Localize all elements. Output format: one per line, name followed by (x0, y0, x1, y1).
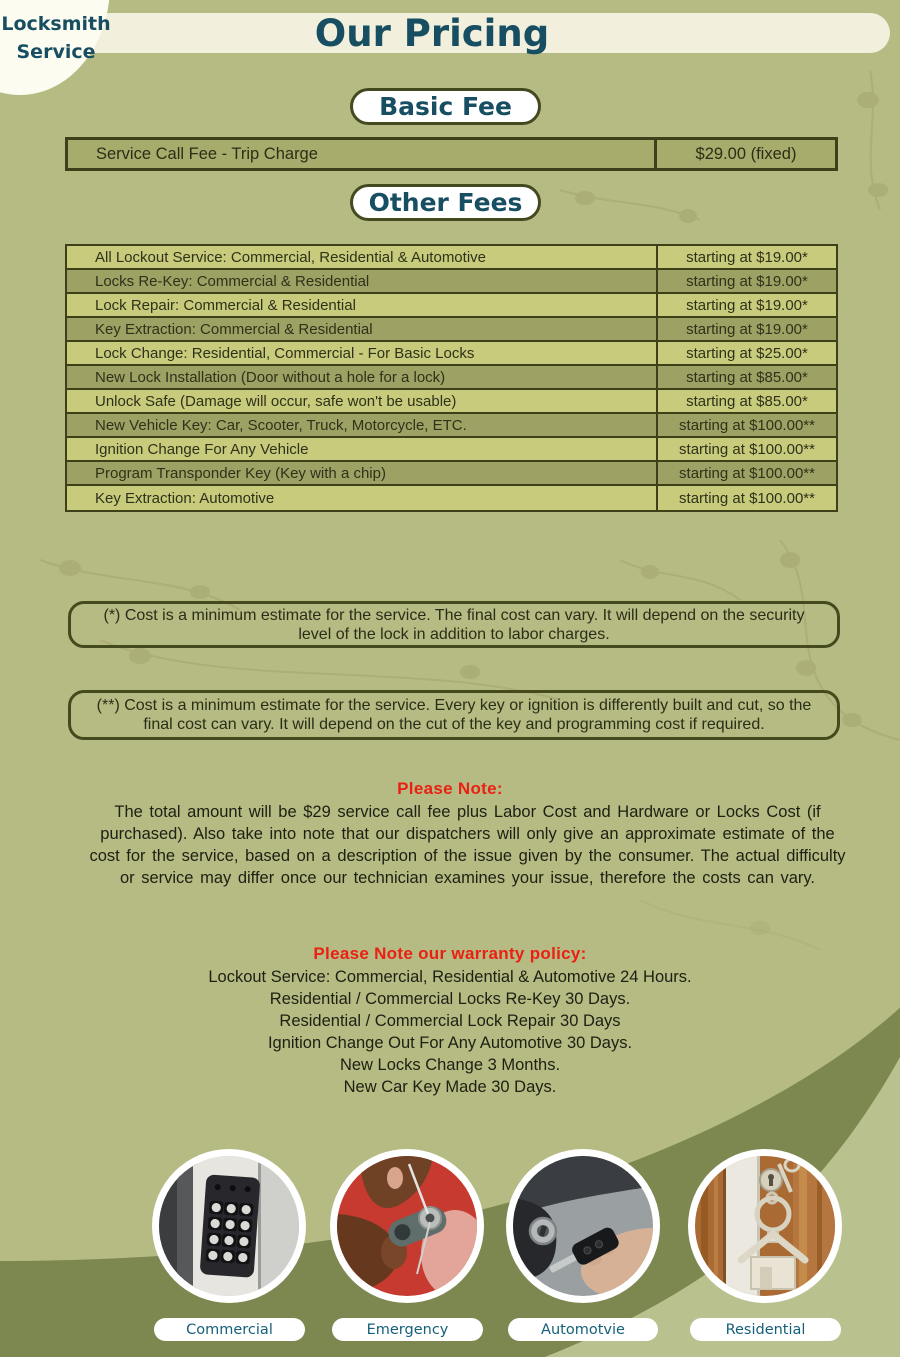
fee-service: Locks Re-Key: Commercial & Residential (95, 272, 370, 290)
table-row (67, 246, 836, 270)
fee-price: starting at $85.00* (656, 366, 836, 388)
fee-service: Key Extraction: Commercial & Residential (95, 320, 373, 338)
footnote-double-asterisk: (**) Cost is a minimum estimate for the service. Every key or ignition is differently built and cut, so the final cost can vary. It will depend on the cut of the key and programming cost if required. (68, 690, 840, 740)
basic-fee-service: Service Call Fee - Trip Charge (96, 144, 318, 163)
house-keychain-photo (695, 1156, 835, 1296)
fee-price: starting at $100.00** (656, 462, 836, 484)
warranty-line: Ignition Change Out For Any Automotive 30 Days. (267, 1034, 633, 1052)
table-row (67, 462, 836, 486)
basic-fee-heading: Basic Fee (350, 88, 541, 125)
table-row (67, 270, 836, 294)
table-row (67, 294, 836, 318)
service-label-residential: Residential (690, 1318, 841, 1341)
table-row (67, 486, 836, 510)
fee-service: All Lockout Service: Commercial, Residential & Automotive (95, 248, 486, 266)
table-row (67, 414, 836, 438)
table-row (67, 438, 836, 462)
fee-price: starting at $19.00* (656, 294, 836, 316)
footnote-single-asterisk: (*) Cost is a minimum estimate for the service. The final cost can vary. It will depend on the security level of the lock in addition to labor charges. (68, 601, 840, 648)
service-label-commercial: Commercial (154, 1318, 305, 1341)
fee-price: starting at $100.00** (656, 438, 836, 460)
fee-price: starting at $25.00* (656, 342, 836, 364)
car-key-ignition-photo (513, 1156, 653, 1296)
fee-service: Lock Change: Residential, Commercial - For Basic Locks (95, 344, 475, 362)
fee-service: Unlock Safe (Damage will occur, safe won't be usable) (95, 392, 457, 410)
fee-service: Lock Repair: Commercial & Residential (95, 296, 356, 314)
fee-service: Program Transponder Key (Key with a chip) (95, 464, 386, 482)
table-row (67, 342, 836, 366)
brand-name (0, 10, 112, 66)
warranty-line: New Car Key Made 30 Days. (343, 1078, 557, 1096)
warranty-line: Residential / Commercial Lock Repair 30 Days (279, 1012, 621, 1030)
warranty-line: Residential / Commercial Locks Re-Key 30 Days. (269, 990, 631, 1008)
automotive-photo-circle (506, 1149, 660, 1303)
fee-service: New Lock Installation (Door without a hole for a lock) (95, 368, 446, 386)
fee-price: starting at $19.00* (656, 318, 836, 340)
brand-line1: Locksmith (1, 13, 111, 35)
fee-price: starting at $100.00** (656, 414, 836, 436)
warranty-line: Lockout Service: Commercial, Residential & Automotive 24 Hours. (208, 968, 692, 986)
keypad-lock-photo (159, 1156, 299, 1296)
fee-service: New Vehicle Key: Car, Scooter, Truck, Motorcycle, ETC. (95, 416, 467, 434)
basic-fee-price: $29.00 (fixed) (654, 140, 835, 168)
basic-fee-table (65, 137, 838, 171)
fee-price: starting at $85.00* (656, 390, 836, 412)
other-fees-heading: Other Fees (350, 184, 541, 221)
other-fees-table (65, 244, 838, 512)
emergency-photo-circle (330, 1149, 484, 1303)
fee-price: starting at $19.00* (656, 246, 836, 268)
table-row (67, 366, 836, 390)
fee-price: starting at $100.00** (656, 486, 836, 510)
brand-line2: Service (16, 41, 96, 63)
warranty-line: New Locks Change 3 Months. (339, 1056, 561, 1074)
please-note-heading: Please Note: (397, 779, 503, 798)
please-note-body: The total amount will be $29 service call fee plus Labor Cost and Hardware or Locks Cost (if purchased). Also take into note that our dispatchers will only give an approximate estimate of the cost for the service, based on a description of the issue given by the consumer. The actual difficulty or service may differ once our technician examines your issue, therefore the costs can vary. (89, 803, 846, 887)
car-lockout-photo (337, 1156, 477, 1296)
fee-service: Ignition Change For Any Vehicle (95, 440, 309, 458)
table-row (67, 318, 836, 342)
fee-price: starting at $19.00* (656, 270, 836, 292)
table-row (67, 390, 836, 414)
fee-service: Key Extraction: Automotive (95, 489, 275, 507)
service-label-automotive: Automotvie (508, 1318, 658, 1341)
warranty-policy-list (0, 966, 900, 1098)
service-label-emergency: Emergency (332, 1318, 483, 1341)
residential-photo-circle (688, 1149, 842, 1303)
commercial-photo-circle (152, 1149, 306, 1303)
page-title: Our Pricing (314, 12, 550, 55)
warranty-heading: Please Note our warranty policy: (313, 944, 587, 963)
